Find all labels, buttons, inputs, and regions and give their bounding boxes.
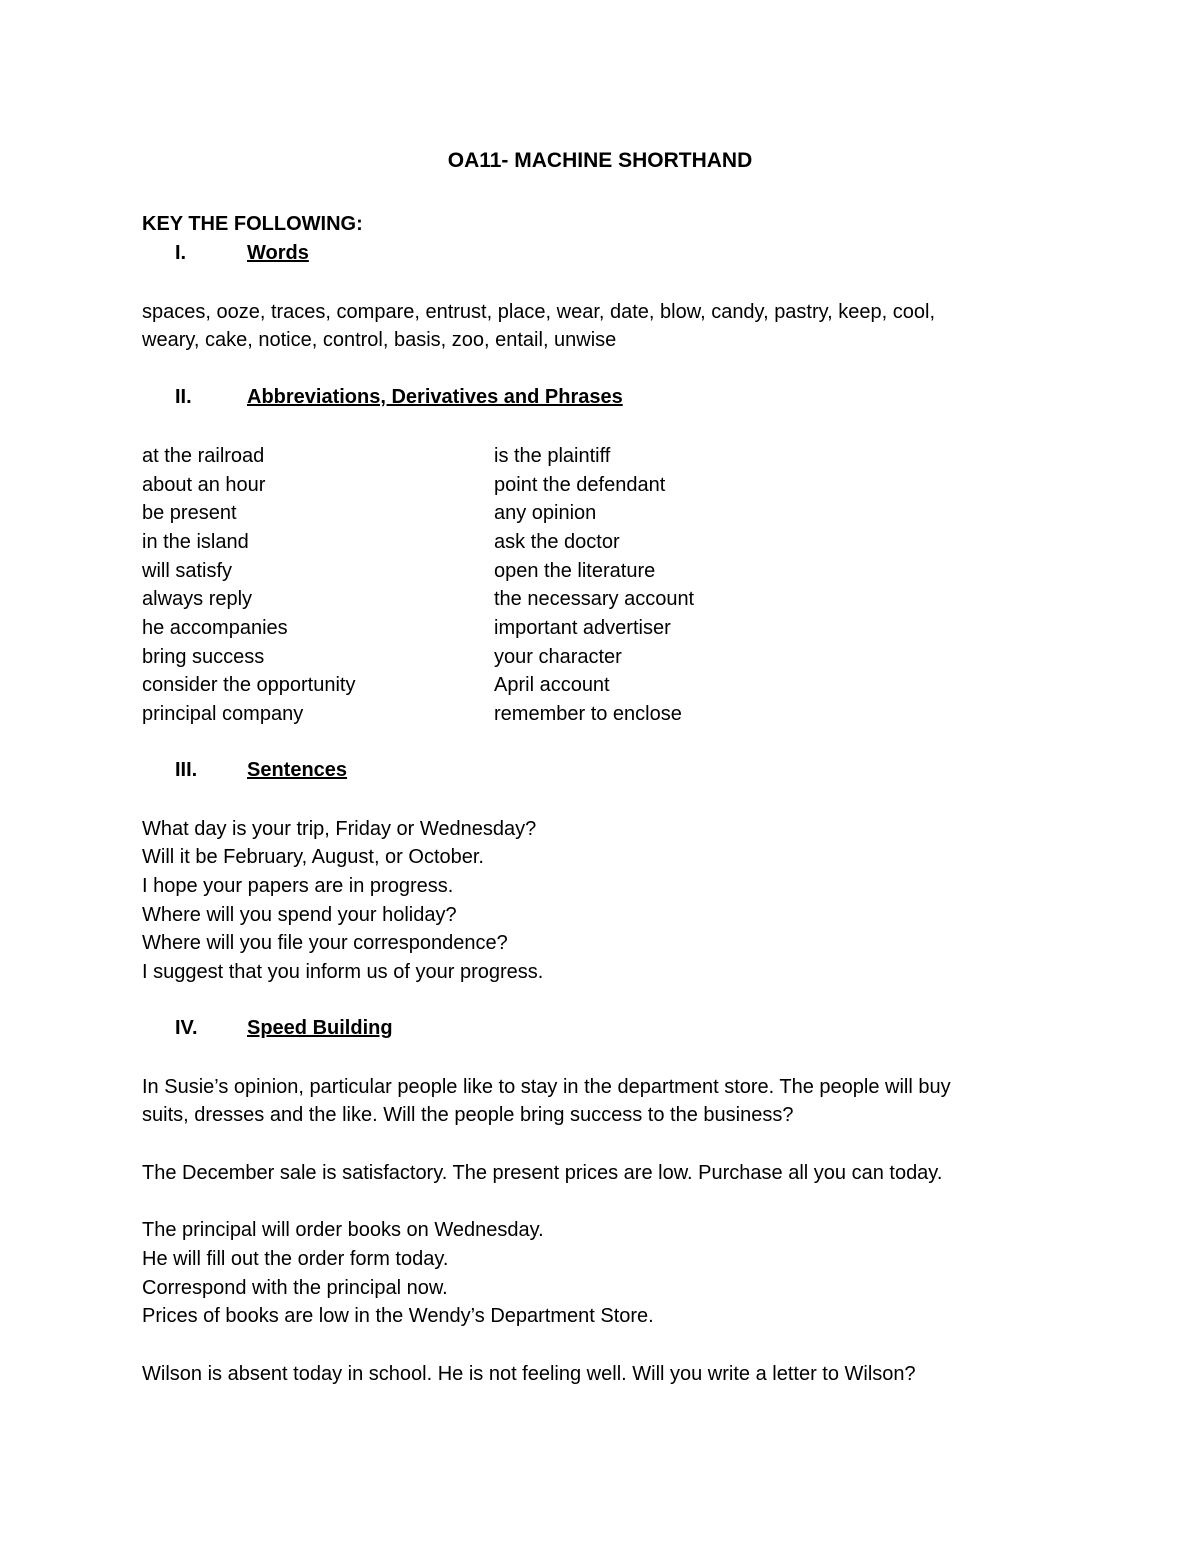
phrase-right: open the literature bbox=[494, 560, 656, 582]
sentence-line: What day is your trip, Friday or Wednesday? bbox=[142, 818, 537, 840]
phrase-right: is the plaintiff bbox=[494, 445, 611, 467]
phrase-right: ask the doctor bbox=[494, 531, 620, 553]
phrase-left: will satisfy bbox=[142, 560, 233, 582]
phrase-right: any opinion bbox=[494, 502, 597, 524]
section-4-heading: Speed Building bbox=[247, 1017, 393, 1039]
speed-paragraph-line: The December sale is satisfactory. The present prices are low. Purchase all you can today. bbox=[142, 1162, 943, 1184]
speed-paragraph-line: Correspond with the principal now. bbox=[142, 1277, 448, 1299]
phrase-right: important advertiser bbox=[494, 617, 671, 639]
sentence-line: I hope your papers are in progress. bbox=[142, 875, 454, 897]
instruction-label: KEY THE FOLLOWING: bbox=[142, 213, 363, 235]
words-line: weary, cake, notice, control, basis, zoo, entail, unwise bbox=[142, 329, 617, 351]
speed-paragraph-line: The principal will order books on Wednesday. bbox=[142, 1219, 544, 1241]
phrase-left: in the island bbox=[142, 531, 249, 553]
words-line: spaces, ooze, traces, compare, entrust, place, wear, date, blow, candy, pastry, keep, cool, bbox=[142, 301, 936, 323]
phrase-left: about an hour bbox=[142, 474, 266, 496]
phrase-right: your character bbox=[494, 646, 622, 668]
phrase-right: point the defendant bbox=[494, 474, 666, 496]
sentence-line: Where will you file your correspondence? bbox=[142, 932, 508, 954]
phrase-left: at the railroad bbox=[142, 445, 265, 467]
speed-paragraph-line: suits, dresses and the like. Will the people bring success to the business? bbox=[142, 1104, 794, 1126]
phrase-right: the necessary account bbox=[494, 588, 695, 610]
section-4-number: IV. bbox=[175, 1017, 198, 1039]
phrase-left: he accompanies bbox=[142, 617, 288, 639]
phrase-left: principal company bbox=[142, 703, 304, 725]
sentence-line: Where will you spend your holiday? bbox=[142, 904, 457, 926]
section-3-heading: Sentences bbox=[247, 759, 348, 781]
phrase-right: April account bbox=[494, 674, 610, 696]
sentence-line: I suggest that you inform us of your progress. bbox=[142, 961, 544, 983]
document-title: OA11- MACHINE SHORTHAND bbox=[447, 149, 753, 172]
phrase-right: remember to enclose bbox=[494, 703, 682, 725]
speed-paragraph-line: He will fill out the order form today. bbox=[142, 1248, 449, 1270]
sentence-line: Will it be February, August, or October. bbox=[142, 846, 484, 868]
section-2-number: II. bbox=[175, 386, 192, 408]
phrase-left: always reply bbox=[142, 588, 253, 610]
phrase-left: be present bbox=[142, 502, 237, 524]
section-1-heading: Words bbox=[247, 242, 309, 264]
speed-paragraph-line: Wilson is absent today in school. He is not feeling well. Will you write a letter to Wilson? bbox=[142, 1363, 916, 1385]
section-3-number: III. bbox=[175, 759, 198, 781]
phrase-left: consider the opportunity bbox=[142, 674, 356, 696]
section-1-number: I. bbox=[175, 242, 187, 264]
section-2-heading: Abbreviations, Derivatives and Phrases bbox=[247, 386, 623, 408]
speed-paragraph-line: In Susie’s opinion, particular people like to stay in the department store. The people will buy bbox=[142, 1076, 951, 1098]
speed-paragraph-line: Prices of books are low in the Wendy’s Department Store. bbox=[142, 1305, 654, 1327]
phrase-left: bring success bbox=[142, 646, 265, 668]
